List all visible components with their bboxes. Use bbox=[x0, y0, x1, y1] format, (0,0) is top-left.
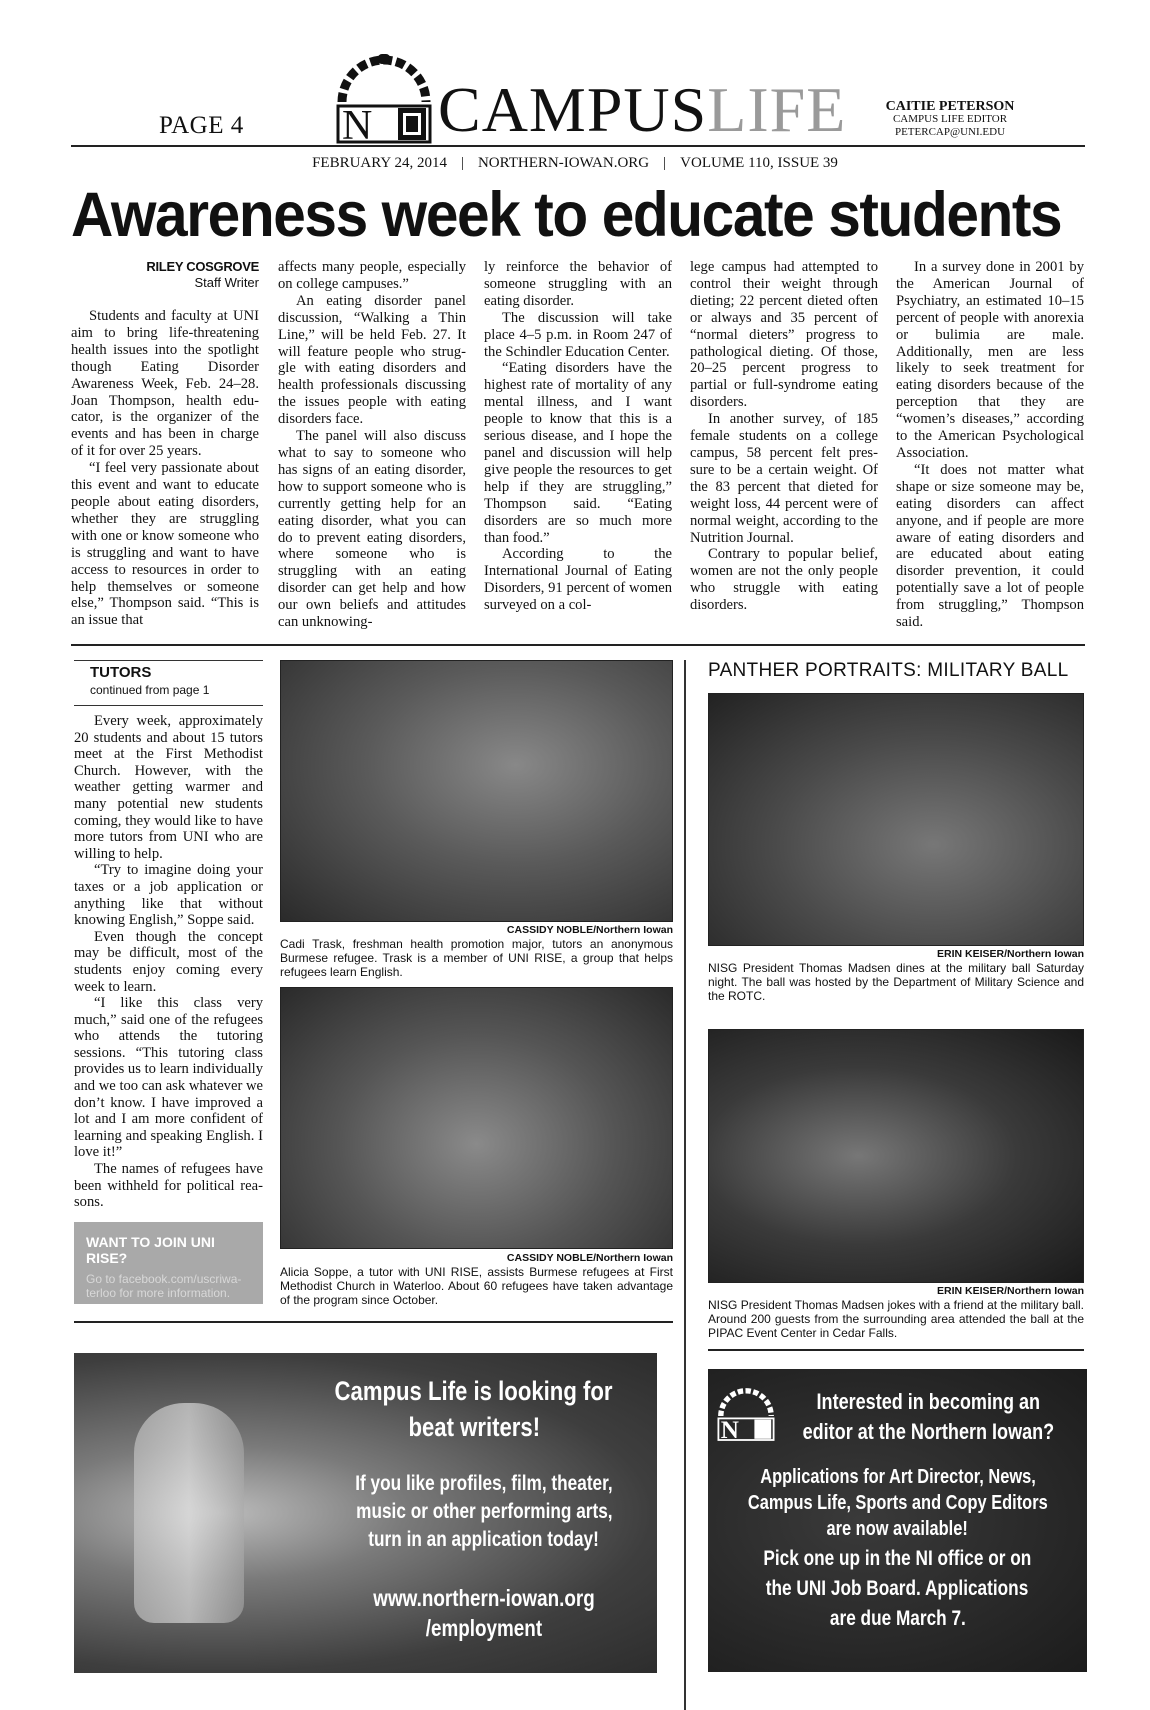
paragraph: The discussion will take place 4–5 p.m. in Room 247 of the Schindler Education Center. bbox=[484, 309, 672, 360]
article-column-5 bbox=[896, 259, 1084, 631]
paragraph: According to the International Journal of Eating Disorders, 91 percent of women surveyed on a col- bbox=[484, 546, 672, 614]
ad-text: music or other performing arts, bbox=[355, 1500, 613, 1523]
issue-date: FEBRUARY 24, 2014 bbox=[312, 155, 447, 171]
article-headline: Awareness week to educate students bbox=[71, 180, 1062, 250]
box-title: WANT TO JOIN UNI RISE? bbox=[86, 1234, 215, 1266]
photo-tutoring bbox=[280, 660, 673, 922]
masthead-campus: CAMPUS bbox=[438, 74, 708, 145]
masthead-life: LIFE bbox=[707, 74, 847, 145]
paragraph: Students and faculty at UNI aim to bring life-threatening health issues into the spotlight though Eating Disorder Awareness Week, Feb. 24–28. Joan Thompson, health educator, is the organizer of the events and has been in charge of it for over 25 years. bbox=[71, 308, 259, 460]
ad-title: Campus Life is looking for bbox=[334, 1376, 614, 1406]
author-name: RILEY COSGROVE bbox=[146, 259, 259, 274]
photo-credit: ERIN KEISER/Northern Iowan bbox=[936, 1285, 1084, 1297]
photo-caption: Cadi Trask, freshman health promotion major, tutors an anonymous Burmese refugee. Trask is a member of UNI RISE, a group that helps refugees learn English. bbox=[280, 937, 673, 979]
column-divider bbox=[684, 660, 686, 1710]
editor-info bbox=[880, 100, 1020, 139]
paragraph: “I like this class very much,” said one of the refugees who attends the tutoring sessions. “This tutoring class provides us to learn individually and we too can ask whatever we don’t know. I have improved a lot and I am more confident of learning and speaking English. I love it!” bbox=[74, 995, 263, 1161]
photo-refugees bbox=[280, 987, 673, 1249]
paragraph: Every week, approximately 20 students and about 15 tutors meet at the First Methodist Church. However, with the weather getting warmer and many potential new students coming, they would like to have more tutors from UNI who are willing to help. bbox=[74, 713, 263, 862]
editor-recruitment-ad bbox=[708, 1369, 1087, 1672]
paragraph: The panel will also discuss what to say to someone who has signs of an eating disorder, how to support someone who is currently getting help for an eating disorder, what you can do to prevent eating disorders, where someone who is struggling with an eating disorder can get help and how our own beliefs and attitudes can unknowing- bbox=[278, 428, 466, 631]
paragraph: In another survey, of 185 female students on a college campus, 58 percent felt pressure to be a certain weight. Of the 83 percent that dieted for weight loss, 44 percent were of normal weight, according to the Nutrition Journal. bbox=[690, 411, 878, 546]
beat-writers-ad bbox=[74, 1353, 657, 1673]
dateline bbox=[0, 155, 1150, 172]
ad-title: editor at the Northern Iowan? bbox=[802, 1419, 1054, 1444]
paragraph: Even though the concept may be difficult, most of the students enjoy coming every week to learn. bbox=[74, 928, 263, 995]
ad-title: Interested in becoming an bbox=[816, 1389, 1040, 1414]
header-rule bbox=[71, 145, 1085, 147]
light-bulb-icon bbox=[134, 1403, 244, 1623]
ad-text: Applications for Art Director, News, bbox=[759, 1466, 1036, 1488]
paragraph: “I feel very passionate about this event and want to educate people about eating disorders, whether they are struggling with one or know someone who is struggling and want to have access to resources in order to help themselves or someone else,” Thompson said. “This is an issue that bbox=[71, 460, 259, 629]
ad-text: Pick one up in the NI office or on bbox=[763, 1547, 1032, 1570]
byline bbox=[71, 259, 259, 291]
panther-portraits-title: PANTHER PORTRAITS: MILITARY BALL bbox=[708, 660, 1069, 681]
ad-text: If you like profiles, film, theater, bbox=[355, 1472, 613, 1495]
ad-text: turn in an application today! bbox=[368, 1528, 600, 1551]
paragraph: An eating disorder panel discussion, “Walking a Thin Line,” will be held Feb. 27. It will feature people who struggle with eating disorders and health professionals discussing the issues people with eating disorders face. bbox=[278, 292, 466, 428]
ad-text: the UNI Job Board. Applications bbox=[766, 1577, 1029, 1600]
tutors-title: TUTORS bbox=[90, 664, 152, 681]
ad-url[interactable]: www.northern-iowan.org bbox=[373, 1585, 595, 1611]
section-rule bbox=[708, 1349, 1084, 1351]
ad-text: are due March 7. bbox=[829, 1607, 966, 1630]
author-role: Staff Writer bbox=[194, 275, 259, 290]
tutors-header bbox=[74, 660, 263, 706]
tutors-column bbox=[74, 713, 263, 1211]
svg-text:N: N bbox=[720, 1417, 740, 1443]
paragraph: The names of refugees have been withheld for political reasons. bbox=[74, 1161, 263, 1211]
svg-text:N: N bbox=[342, 103, 373, 144]
separator: | bbox=[460, 155, 464, 171]
photo-military-ball-dining bbox=[708, 693, 1084, 946]
paragraph: lege campus had attempted to control their weight through dieting; 22 percent dieted often or always and 35 percent of “normal dieters” progress to pathological dieting. Of those, 20–25 percent progress to partial or full-syndrome eating disorders. bbox=[690, 259, 878, 411]
article-column-3 bbox=[484, 259, 672, 614]
ad-title: beat writers! bbox=[408, 1412, 540, 1442]
section-rule bbox=[74, 1321, 673, 1323]
paragraph: In a survey done in 2001 by the American Journal of Psychiatry, an estimated 10–15 percent of people with anorexia or bulimia are male. Additionally, men are less likely to seek treatment for eating disorders because of the perception that they are “women’s diseases,” according to the American Psychological Association. bbox=[896, 259, 1084, 461]
paragraph: “It does not matter what shape or size someone may be, eating disorders can affect anyone, and if people are more aware of eating disorders and are educated about eating disorder prevention, it could potentially save a lot of people from struggling,” Thompson said. bbox=[896, 461, 1084, 631]
separator: | bbox=[663, 155, 667, 171]
ad-text: Campus Life, Sports and Copy Editors bbox=[747, 1492, 1048, 1514]
photo-caption: NISG President Thomas Madsen jokes with a friend at the military ball. Around 200 guests from the surrounding area attended the ball at the PIPAC Event Center in Cedar Falls. bbox=[708, 1298, 1084, 1340]
paragraph: “Try to imagine doing your taxes or a job application or anything like that without knowing English,” Soppe said. bbox=[74, 862, 263, 929]
ad-text: are now available! bbox=[826, 1518, 969, 1540]
page-number: PAGE 4 bbox=[159, 112, 244, 139]
tutors-jump-line: continued from page 1 bbox=[90, 683, 210, 697]
article-column-2 bbox=[278, 259, 466, 631]
paragraph: “Eating disorders have the highest rate of mortality of any mental illness, and I want people to know that this is a serious disease, and I hope the panel and discussion will help give people the resources to get help if they are struggling,” Thompson said. “Eating disorders are so much more than food.” bbox=[484, 360, 672, 546]
photo-caption: NISG President Thomas Madsen dines at the military ball Saturday night. The ball was hosted by the Department of Military Science and the ROTC. bbox=[708, 961, 1084, 1003]
northern-iowan-logo bbox=[334, 50, 434, 144]
article-rule bbox=[71, 644, 1085, 646]
northern-iowan-logo bbox=[716, 1383, 776, 1443]
article-column-1 bbox=[71, 259, 259, 629]
ad-url[interactable]: /employment bbox=[425, 1615, 543, 1641]
volume-issue: VOLUME 110, ISSUE 39 bbox=[680, 155, 838, 171]
photo-credit: ERIN KEISER/Northern Iowan bbox=[936, 948, 1084, 960]
editor-title: CAMPUS LIFE EDITOR bbox=[892, 113, 1008, 125]
section-masthead bbox=[438, 74, 847, 145]
uni-rise-info-box bbox=[74, 1222, 263, 1304]
photo-caption: Alicia Soppe, a tutor with UNI RISE, assists Burmese refugees at First Methodist Church in Waterloo. About 60 refugees have taken advantage of the program since October. bbox=[280, 1265, 673, 1307]
box-text[interactable]: Go to facebook.com/uscriwaterloo for more information. bbox=[86, 1272, 242, 1300]
paragraph: affects many people, especially on college campuses.” bbox=[278, 259, 466, 292]
paragraph: ly reinforce the behavior of someone struggling with an eating disorder. bbox=[484, 259, 672, 309]
photo-military-ball-conversation bbox=[708, 1029, 1084, 1283]
editor-name: CAITIE PETERSON bbox=[885, 99, 1015, 114]
photo-credit: CASSIDY NOBLE/Northern Iowan bbox=[506, 924, 673, 936]
photo-credit: CASSIDY NOBLE/Northern Iowan bbox=[506, 1252, 673, 1264]
site-link[interactable]: NORTHERN-IOWAN.ORG bbox=[477, 155, 650, 171]
article-column-4 bbox=[690, 259, 878, 614]
editor-email[interactable]: PETERCAP@UNI.EDU bbox=[894, 126, 1006, 138]
paragraph: Contrary to popular belief, women are not the only people who struggle with eating disorders. bbox=[690, 546, 878, 614]
